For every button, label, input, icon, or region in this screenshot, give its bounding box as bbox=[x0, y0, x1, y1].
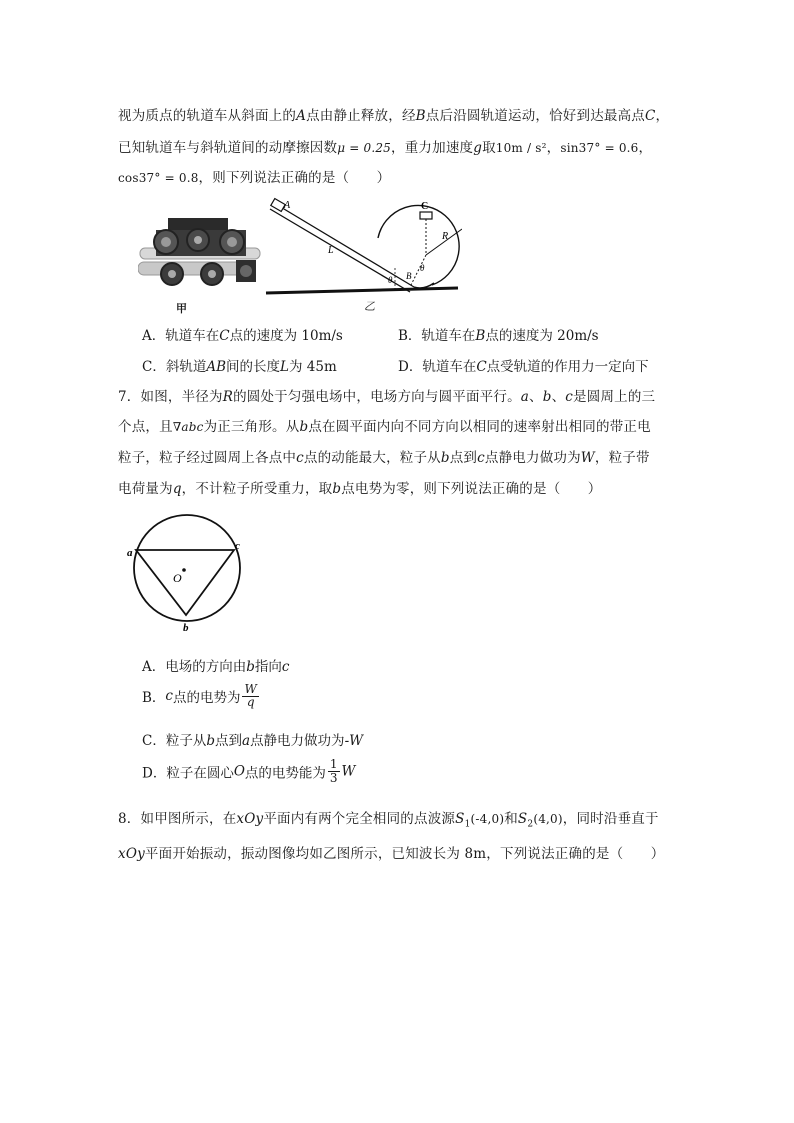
q7-option-d[interactable]: D．粒子在圆心O点的电势能为 $\frac{1}{3}$ W bbox=[142, 757, 356, 785]
figure-jia-wheels-photo bbox=[138, 210, 263, 300]
fig-label-A: A bbox=[284, 200, 291, 211]
figure-jia-label: 甲 bbox=[176, 302, 187, 315]
q7-option-a[interactable]: A．电场的方向由b指向c bbox=[142, 659, 290, 675]
fraction-w-over-q: $\frac{W}{q}$ bbox=[244, 682, 257, 709]
q7-option-c[interactable]: C．粒子从b点到a点静电力做功为-W bbox=[142, 733, 363, 749]
q8-line-1: 8．如甲图所示，在xOy平面内有两个完全相同的点波源$S_1(-4,0)$和$S_2(4,0)$，同时沿垂直于 bbox=[118, 811, 659, 830]
q6-option-a[interactable]: A．轨道车在C点的速度为 10m/s bbox=[142, 328, 343, 344]
q8-line-2: xOy平面开始振动，振动图像均如乙图所示，已知波长为 8m，下列说法正确的是（ ） bbox=[118, 846, 665, 862]
figure-yi-incline-loop bbox=[262, 195, 462, 310]
q6-line-2: 已知轨道车与斜轨道间的动摩擦因数μ = 0.25，重力加速度g取10m / s²，sin37° = 0.6， bbox=[118, 140, 653, 156]
q6-option-c[interactable]: C．斜轨道AB间的长度L为 45m bbox=[142, 359, 337, 375]
q7-line-1: 7．如图，半径为R的圆处于匀强电场中，电场方向与圆平面平行。a、b、c是圆周上的三 bbox=[118, 389, 656, 405]
fig-label-a: a bbox=[127, 547, 133, 559]
q6-line-3: cos37° = 0.8，则下列说法正确的是（ ） bbox=[118, 170, 391, 186]
fig-label-theta-1: θ bbox=[388, 275, 393, 285]
fig-label-C: C bbox=[421, 201, 429, 212]
q6-line-1: 视为质点的轨道车从斜面上的A点由静止释放，经B点后沿圆轨道运动，恰好到达最高点C， bbox=[118, 108, 670, 124]
q7-line-2: 个点，且∇abc为正三角形。从b点在圆平面内向不同方向以相同的速率射出相同的带正电 bbox=[118, 419, 651, 435]
q7-line-4: 电荷量为q，不计粒子所受重力，取b点电势为零，则下列说法正确的是（ ） bbox=[118, 481, 602, 497]
q6-option-d[interactable]: D．轨道车在C点受轨道的作用力一定向下 bbox=[398, 359, 649, 375]
fig-label-B: B bbox=[406, 271, 412, 281]
fig-label-c: c bbox=[235, 540, 240, 552]
figure-yi-label: 乙 bbox=[364, 300, 375, 313]
fig-label-R: R bbox=[442, 231, 449, 242]
fig-label-b: b bbox=[183, 622, 189, 634]
fraction-one-third: $\frac{1}{3}$ bbox=[329, 757, 338, 785]
q7-line-3: 粒子，粒子经过圆周上各点中c点的动能最大，粒子从b点到c点静电力做功为W，粒子带 bbox=[118, 450, 650, 466]
q6-option-b[interactable]: B．轨道车在B点的速度为 20m/s bbox=[398, 328, 599, 344]
q7-option-b[interactable]: B．c点的电势为 $\frac{W}{q}$ bbox=[142, 682, 257, 709]
fig-label-O: O bbox=[173, 571, 182, 585]
fig-label-theta-2: θ bbox=[420, 263, 425, 273]
figure-circle-triangle bbox=[124, 512, 254, 634]
fig-label-L: L bbox=[328, 245, 334, 256]
